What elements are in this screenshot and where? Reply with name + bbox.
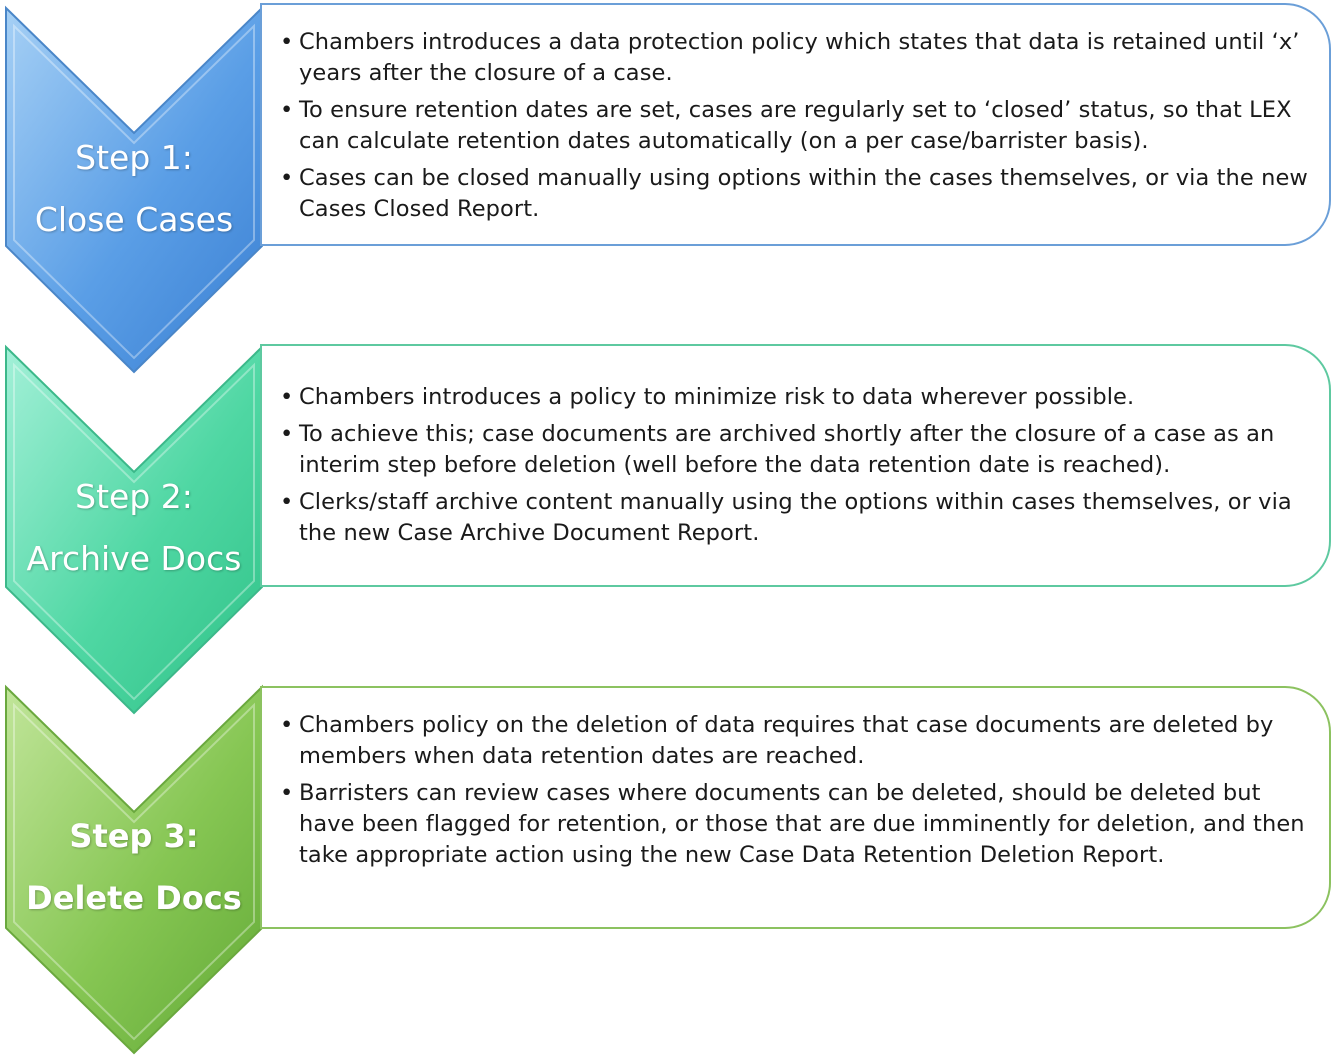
step-2-bullet-list [280, 382, 1311, 555]
step-2-title: Archive Docs [26, 539, 242, 578]
step-1-panel [260, 3, 1331, 246]
step-3-label [0, 805, 268, 929]
step-3-title: Delete Docs [26, 879, 242, 917]
step-1-bullet-2: • To ensure retention dates are set, cases are regularly set to ‘closed’ status, so that LEX can calculate retention dates automatically (on a per case/barrister basis). [280, 95, 1311, 157]
step-1-bullet-3: • Cases can be closed manually using options within the cases themselves, or via the new Cases Closed Report. [280, 163, 1311, 225]
step-2-bullet-2: • To achieve this; case documents are archived shortly after the closure of a case as an interim step before deletion (well before the data retention date is reached). [280, 419, 1311, 481]
step-1-bullet-1: • Chambers introduces a data protection policy which states that data is retained until ‘x’ years after the closure of a case. [280, 27, 1311, 89]
step-2-number: Step 2: [75, 477, 193, 516]
step-3-bullet-list [280, 710, 1311, 877]
step-1-label [0, 127, 268, 251]
step-3-bullet-2: • Barristers can review cases where documents can be deleted, should be deleted but have been flagged for retention, or those that are due imminently for deletion, and then take appropriate action using the new Case Data Retention Deletion Report. [280, 778, 1311, 871]
step-3-bullet-1: • Chambers policy on the deletion of data requires that case documents are deleted by members when data retention dates are reached. [280, 710, 1311, 772]
step-2-panel [260, 344, 1331, 587]
step-1-number: Step 1: [75, 138, 193, 177]
step-3-panel [260, 686, 1331, 929]
step-2-label [0, 466, 268, 590]
step-1-title: Close Cases [34, 200, 234, 239]
step-1-bullet-list [280, 27, 1311, 231]
step-2-bullet-1: • Chambers introduces a policy to minimize risk to data wherever possible. [280, 382, 1311, 413]
step-2-bullet-3: • Clerks/staff archive content manually using the options within cases themselves, or via the new Case Archive Document Report. [280, 487, 1311, 549]
step-3-number: Step 3: [69, 817, 199, 855]
